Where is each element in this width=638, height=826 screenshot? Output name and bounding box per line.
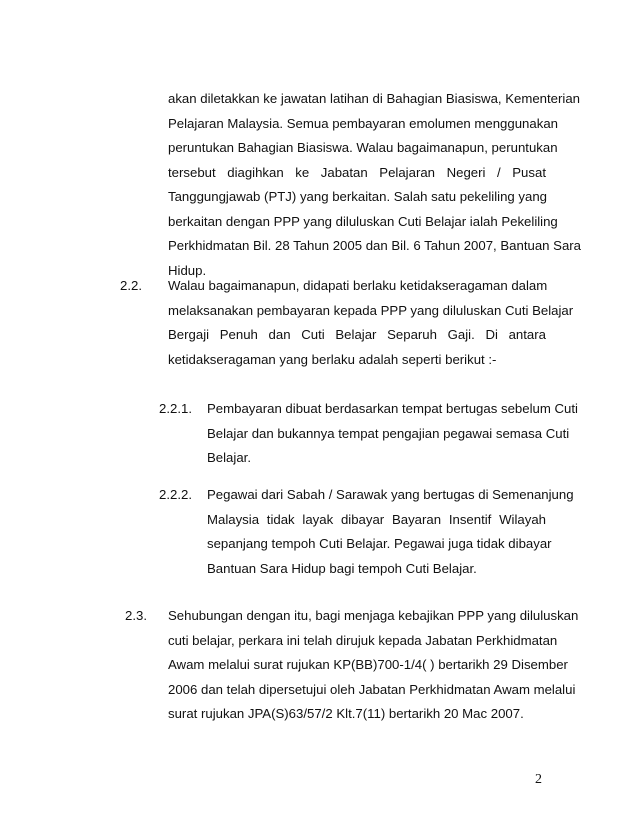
text-line: Pegawai dari Sabah / Sarawak yang bertugas di Semenanjung	[207, 487, 574, 502]
intro-paragraph	[168, 87, 582, 283]
text-line: Malaysia tidak layak dibayar Bayaran Insentif Wilayah	[207, 511, 546, 527]
section-number: 2.3.	[125, 608, 147, 623]
page-number: 2	[535, 772, 542, 787]
section-2-2-paragraph	[168, 274, 574, 372]
text-line: Bantuan Sara Hidup bagi tempoh Cuti Belajar.	[207, 560, 477, 576]
text-line: Pembayaran dibuat berdasarkan tempat bertugas sebelum Cuti	[207, 401, 578, 416]
text-line: Belajar.	[207, 450, 251, 465]
text-line: tersebut diagihkan ke Jabatan Pelajaran Negeri / Pusat	[168, 164, 546, 180]
text-line: Bergaji Penuh dan Cuti Belajar Separuh Gaji. Di antara	[168, 327, 546, 342]
text-line: Sehubungan dengan itu, bagi menjaga kebajikan PPP yang diluluskan	[168, 608, 579, 623]
subsection-number: 2.2.1.	[159, 401, 192, 416]
section-2-2-1-paragraph	[207, 397, 578, 471]
text-line: peruntukan Bahagian Biasiswa. Walau bagaimanapun, peruntukan	[168, 140, 558, 155]
text-line: Awam melalui surat rujukan KP(BB)700-1/4( ) bertarikh 29 Disember	[168, 657, 568, 672]
text-line: cuti belajar, perkara ini telah dirujuk kepada Jabatan Perkhidmatan	[168, 632, 558, 648]
text-line: Pelajaran Malaysia. Semua pembayaran emolumen menggunakan	[168, 115, 558, 131]
section-number: 2.2.	[120, 278, 142, 293]
text-line: surat rujukan JPA(S)63/57/2 Klt.7(11) bertarikh 20 Mac 2007.	[168, 706, 524, 721]
text-line: akan diletakkan ke jawatan latihan di Bahagian Biasiswa, Kementerian	[168, 91, 580, 106]
text-line: Hidup.	[168, 262, 207, 278]
text-line: Tanggungjawab (PTJ) yang berkaitan. Salah satu pekeliling yang	[168, 189, 548, 204]
section-2-2-2-paragraph	[207, 483, 574, 581]
text-line: melaksanakan pembayaran kepada PPP yang diluluskan Cuti Belajar	[168, 302, 574, 318]
section-2-3-paragraph	[168, 604, 579, 727]
text-line: 2006 dan telah dipersetujui oleh Jabatan Perkhidmatan Awam melalui	[168, 681, 576, 697]
text-line: sepanjang tempoh Cuti Belajar. Pegawai juga tidak dibayar	[207, 536, 552, 551]
text-line: Belajar dan bukannya tempat pengajian pegawai semasa Cuti	[207, 425, 570, 441]
text-line: berkaitan dengan PPP yang diluluskan Cuti Belajar ialah Pekeliling	[168, 213, 558, 229]
text-line: Perkhidmatan Bil. 28 Tahun 2005 dan Bil. 6 Tahun 2007, Bantuan Sara	[168, 238, 582, 253]
subsection-number: 2.2.2.	[159, 487, 192, 502]
text-line: ketidakseragaman yang berlaku adalah seperti berikut :-	[168, 351, 497, 367]
text-line: Walau bagaimanapun, didapati berlaku ketidakseragaman dalam	[168, 278, 548, 293]
